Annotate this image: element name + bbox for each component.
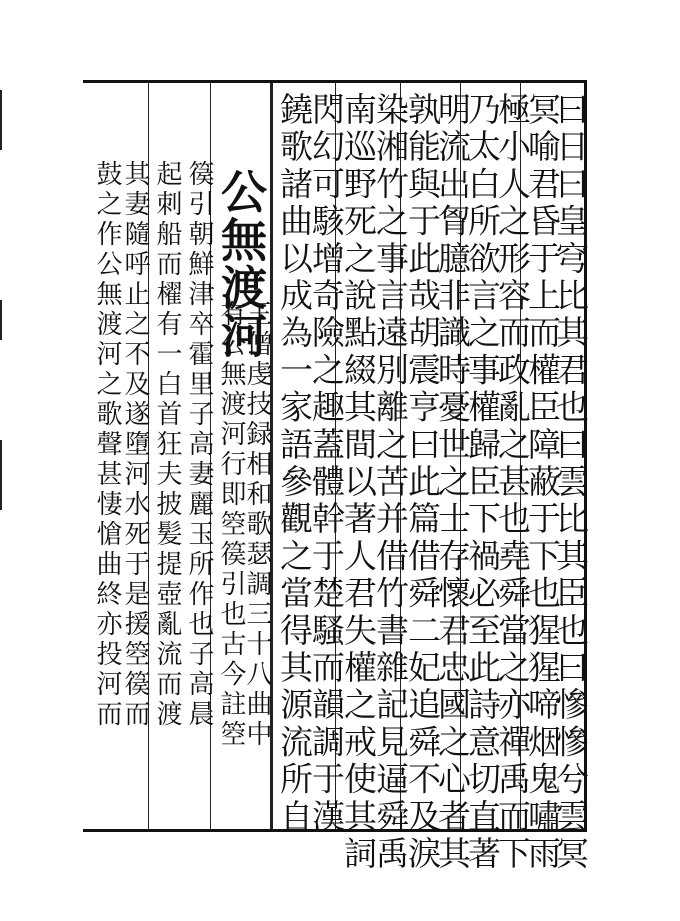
text-column-8: 南巡野死之說點綴其間以著人君失權之戒使其詞	[339, 92, 378, 874]
text-column-6: 孰能與于此哉胡震亨曰此篇借舜二妃追舜不及淚	[403, 92, 442, 874]
body-column-4: 其妻隨呼止之不及遂墮河水死于是援箜篌而	[120, 160, 150, 730]
text-column-1: 曰日曰皇穹比其君也曰雲比其臣也曰慘慘兮雲冥	[551, 92, 590, 874]
text-column-2: 冥喻君昏于上而權臣障蔽于下也猩猩啼烟鬼嘯雨	[523, 92, 562, 874]
section-title: 公無渡河	[214, 168, 268, 360]
text-column-10: 鐃歌諸曲以成為一家語參觀之當得其源流所自	[275, 92, 314, 836]
text-column-4: 乃太白所欲言之事權歸臣下禍必至此詩意切直著	[463, 92, 502, 874]
heading-note: 王僧虔技録相和歌瑟調三十八曲中	[242, 300, 272, 750]
body-column-2: 篌引朝鮮津卒霍里子高妻麗玉所作也子高晨	[184, 160, 214, 730]
text-column-9: 閃幻可駭增奇險之趣蓋體幹于楚騷而韻調于漢	[307, 92, 346, 836]
text-column-7: 染湘竹之事言遠別離之苦并借竹書雜記見逼舜禹	[371, 92, 410, 874]
left-edge-mark	[0, 300, 16, 340]
left-edge-mark	[0, 90, 16, 150]
body-column-1: 有公無渡河行即箜篌引也古今註箜	[216, 300, 246, 750]
body-column-5: 鼓之作公無渡河之歌聲甚悽愴曲終亦投河而	[92, 160, 122, 730]
text-column-5: 明流出胷臆非識時憂世之士存懷君忠國之心者其	[433, 92, 472, 874]
text-column-3: 極小人之形容而政亂之甚也堯舜當之亦禪禹而下	[493, 92, 532, 874]
body-column-3: 起刺船而櫂有一白首狂夫披髪提壺亂流而渡	[152, 160, 182, 730]
left-edge-mark	[0, 440, 16, 510]
